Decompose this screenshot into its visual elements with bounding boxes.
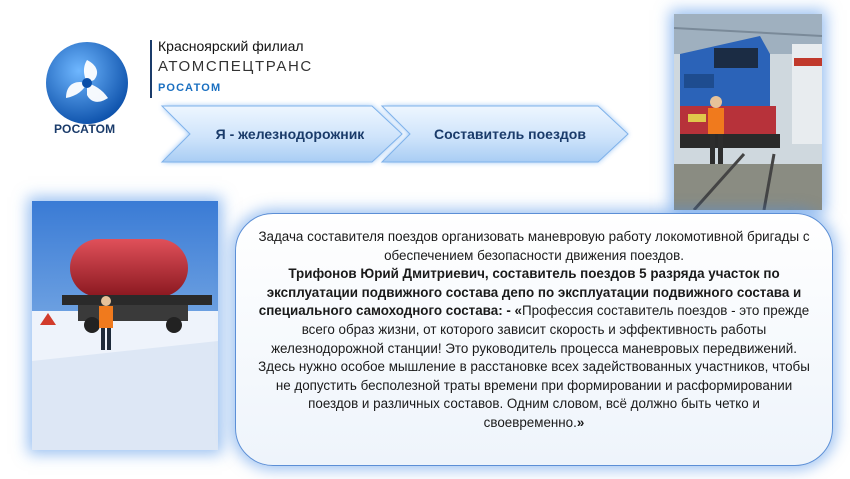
parent-company: РОСАТОМ <box>158 82 222 94</box>
step-label-1: Я - железнодорожник <box>215 126 365 142</box>
tank-car-winter-icon <box>32 201 218 450</box>
intro-text: Задача составителя поездов организовать маневровую работу локомотивной бригады с обеспечением безопасности движения поездов. <box>258 229 810 263</box>
org-divider <box>150 40 152 98</box>
photo-locomotive <box>674 14 822 210</box>
locomotive-depot-icon <box>674 14 822 210</box>
quote-text: Профессия составитель поездов - это прежде всего образ жизни, от которого зависит скорость и эффективность работы железнодорожной станции! Это руководитель процесса маневровых передвижений. Здесь нужно особое мышление в расстановке всех задействованных участников, чтобы не допустить бесполезной траты времени при формировании и расформировании поездов и различных составов. Одним словом, всё должно быть четко и своевременно. <box>258 303 810 430</box>
profession-description <box>235 213 833 466</box>
person-text: Трифонов Юрий Дмитриевич, составитель поездов 5 разряда участок по эксплуатации подвижного состава депо по эксплуатации подвижного состава и специального самоходного состава: - « <box>258 266 802 319</box>
branch-name: Красноярский филиал <box>158 38 304 54</box>
rosatom-logo-icon <box>44 40 130 126</box>
step-label-2: Составитель поездов <box>434 126 586 142</box>
logo-wordmark: РОСАТОМ <box>54 122 116 136</box>
quote-end: » <box>576 414 585 430</box>
photo-tank-car <box>32 201 218 450</box>
company-name: АТОМСПЕЦТРАНС <box>158 58 313 75</box>
